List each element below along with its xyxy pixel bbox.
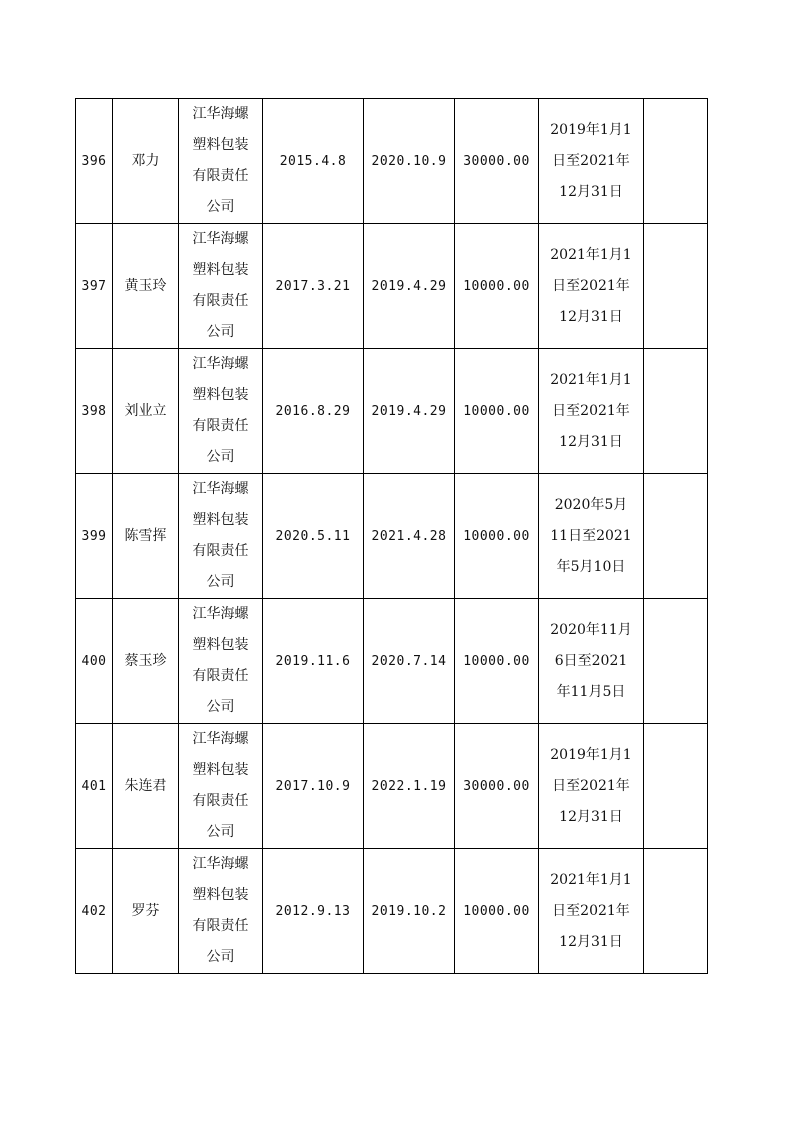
company-cell-line: 塑料包装 xyxy=(192,637,249,653)
note-cell xyxy=(644,599,708,724)
period-cell-line: 12月31日 xyxy=(559,183,623,200)
note-cell xyxy=(644,474,708,599)
table-row xyxy=(76,474,708,599)
amount-cell: 30000.00 xyxy=(455,724,539,849)
company-cell-line: 有限责任 xyxy=(192,293,249,309)
start-date-cell: 2015.4.8 xyxy=(263,99,364,224)
company-cell-line: 公司 xyxy=(206,949,235,965)
period-cell-line: 日至2021年 xyxy=(552,277,630,294)
period-cell-line: 年5月10日 xyxy=(556,558,626,575)
company-cell-line: 江华海螺 xyxy=(192,481,249,497)
note-cell xyxy=(644,99,708,224)
period-cell-line: 6日至2021 xyxy=(554,652,628,669)
row-number-cell: 396 xyxy=(76,99,113,224)
period-cell-line: 2021年1月1 xyxy=(550,246,632,263)
end-date-cell: 2020.7.14 xyxy=(364,599,455,724)
name-cell: 陈雪挥 xyxy=(113,474,179,599)
table-row xyxy=(76,849,708,974)
row-number-cell: 401 xyxy=(76,724,113,849)
start-date-cell: 2012.9.13 xyxy=(263,849,364,974)
row-number-cell: 398 xyxy=(76,349,113,474)
company-cell-line: 公司 xyxy=(206,449,235,465)
company-cell-line: 有限责任 xyxy=(192,418,249,434)
company-cell-line: 江华海螺 xyxy=(192,606,249,622)
row-number-cell: 400 xyxy=(76,599,113,724)
company-cell-line: 有限责任 xyxy=(192,793,249,809)
table-row xyxy=(76,349,708,474)
period-cell-line: 日至2021年 xyxy=(552,402,630,419)
period-cell-line: 年11月5日 xyxy=(556,683,626,700)
end-date-cell: 2022.1.19 xyxy=(364,724,455,849)
start-date-cell: 2017.10.9 xyxy=(263,724,364,849)
company-cell-line: 塑料包装 xyxy=(192,887,249,903)
company-cell-line: 有限责任 xyxy=(192,668,249,684)
records-table-body xyxy=(76,99,708,974)
period-cell xyxy=(539,724,644,849)
company-cell xyxy=(179,849,263,974)
period-cell xyxy=(539,349,644,474)
company-cell-line: 江华海螺 xyxy=(192,856,249,872)
amount-cell: 10000.00 xyxy=(455,599,539,724)
period-cell xyxy=(539,599,644,724)
period-cell-line: 2019年1月1 xyxy=(550,746,632,763)
name-cell: 朱连君 xyxy=(113,724,179,849)
period-cell-line: 2020年5月 xyxy=(554,496,628,513)
note-cell xyxy=(644,849,708,974)
amount-cell: 30000.00 xyxy=(455,99,539,224)
amount-cell: 10000.00 xyxy=(455,349,539,474)
end-date-cell: 2019.10.2 xyxy=(364,849,455,974)
period-cell-line: 2020年11月 xyxy=(550,621,632,638)
company-cell-line: 江华海螺 xyxy=(192,231,249,247)
name-cell: 邓力 xyxy=(113,99,179,224)
period-cell-line: 12月31日 xyxy=(559,433,623,450)
period-cell-line: 日至2021年 xyxy=(552,777,630,794)
start-date-cell: 2020.5.11 xyxy=(263,474,364,599)
start-date-cell: 2016.8.29 xyxy=(263,349,364,474)
table-row xyxy=(76,599,708,724)
period-cell-line: 日至2021年 xyxy=(552,152,630,169)
period-cell xyxy=(539,849,644,974)
table-row xyxy=(76,724,708,849)
note-cell xyxy=(644,224,708,349)
period-cell-line: 2021年1月1 xyxy=(550,371,632,388)
period-cell-line: 12月31日 xyxy=(559,808,623,825)
period-cell-line: 12月31日 xyxy=(559,308,623,325)
period-cell xyxy=(539,224,644,349)
company-cell-line: 塑料包装 xyxy=(192,137,249,153)
period-cell xyxy=(539,474,644,599)
period-cell xyxy=(539,99,644,224)
end-date-cell: 2020.10.9 xyxy=(364,99,455,224)
records-table xyxy=(75,98,708,974)
company-cell-line: 公司 xyxy=(206,324,235,340)
table-row xyxy=(76,99,708,224)
amount-cell: 10000.00 xyxy=(455,474,539,599)
company-cell-line: 公司 xyxy=(206,824,235,840)
company-cell xyxy=(179,349,263,474)
company-cell-line: 江华海螺 xyxy=(192,106,249,122)
name-cell: 黄玉玲 xyxy=(113,224,179,349)
table-row xyxy=(76,224,708,349)
note-cell xyxy=(644,724,708,849)
period-cell-line: 11日至2021 xyxy=(550,527,632,544)
end-date-cell: 2019.4.29 xyxy=(364,349,455,474)
company-cell xyxy=(179,724,263,849)
period-cell-line: 2021年1月1 xyxy=(550,871,632,888)
period-cell-line: 12月31日 xyxy=(559,933,623,950)
company-cell-line: 有限责任 xyxy=(192,168,249,184)
row-number-cell: 402 xyxy=(76,849,113,974)
note-cell xyxy=(644,349,708,474)
company-cell-line: 塑料包装 xyxy=(192,262,249,278)
amount-cell: 10000.00 xyxy=(455,849,539,974)
start-date-cell: 2019.11.6 xyxy=(263,599,364,724)
company-cell-line: 塑料包装 xyxy=(192,387,249,403)
company-cell xyxy=(179,599,263,724)
company-cell-line: 公司 xyxy=(206,199,235,215)
company-cell xyxy=(179,474,263,599)
period-cell-line: 日至2021年 xyxy=(552,902,630,919)
period-cell-line: 2019年1月1 xyxy=(550,121,632,138)
row-number-cell: 397 xyxy=(76,224,113,349)
row-number-cell: 399 xyxy=(76,474,113,599)
company-cell-line: 塑料包装 xyxy=(192,762,249,778)
name-cell: 蔡玉珍 xyxy=(113,599,179,724)
company-cell-line: 江华海螺 xyxy=(192,731,249,747)
name-cell: 罗芬 xyxy=(113,849,179,974)
company-cell-line: 公司 xyxy=(206,699,235,715)
start-date-cell: 2017.3.21 xyxy=(263,224,364,349)
end-date-cell: 2021.4.28 xyxy=(364,474,455,599)
company-cell-line: 公司 xyxy=(206,574,235,590)
company-cell-line: 江华海螺 xyxy=(192,356,249,372)
company-cell-line: 有限责任 xyxy=(192,543,249,559)
amount-cell: 10000.00 xyxy=(455,224,539,349)
end-date-cell: 2019.4.29 xyxy=(364,224,455,349)
company-cell xyxy=(179,224,263,349)
name-cell: 刘业立 xyxy=(113,349,179,474)
company-cell-line: 塑料包装 xyxy=(192,512,249,528)
company-cell xyxy=(179,99,263,224)
company-cell-line: 有限责任 xyxy=(192,918,249,934)
